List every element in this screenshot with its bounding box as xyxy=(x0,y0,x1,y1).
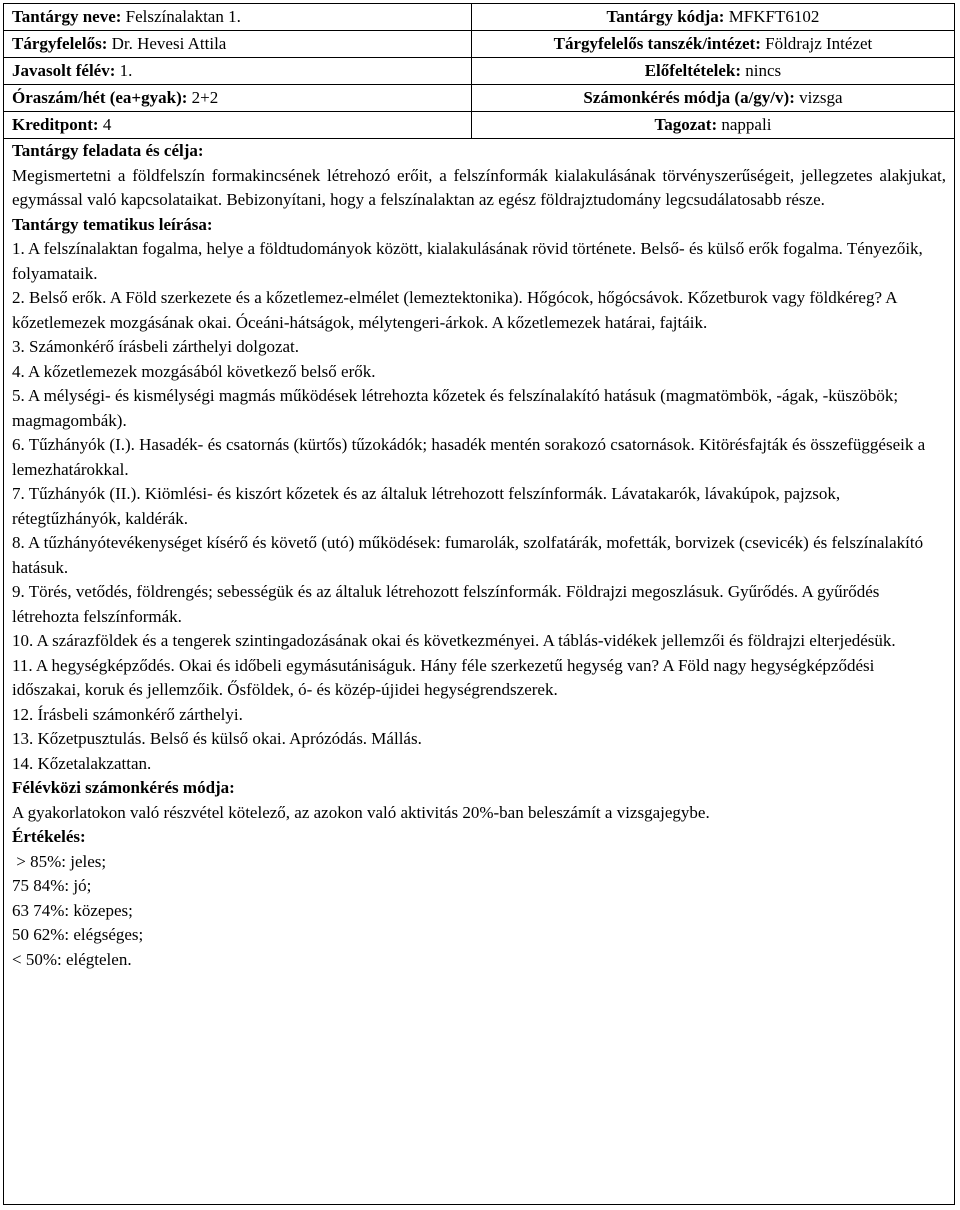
header-row-4 xyxy=(4,85,954,112)
department-cell xyxy=(471,31,954,58)
hours-cell xyxy=(4,85,471,112)
responsible-cell xyxy=(4,31,471,58)
credit-cell xyxy=(4,112,471,139)
exam-type-value: vizsga xyxy=(799,88,843,107)
grading-list xyxy=(12,850,946,973)
topic-item: 12. Írásbeli számonkérő zárthelyi. xyxy=(12,704,243,724)
course-body xyxy=(4,139,954,972)
semester-value: 1. xyxy=(119,61,133,80)
course-header-table xyxy=(4,4,954,139)
topic-item: 1. A felszínalaktan fogalma, helye a földtudományok között, kialakulásának rövid története. Belső- és külső erők fogalma. Tényezőik, folyamataik. xyxy=(12,239,923,283)
prerequisite-value: nincs xyxy=(745,61,782,80)
hours-label: Óraszám/hét (ea+gyak): xyxy=(12,88,188,107)
grade-item: > 85%: jeles; xyxy=(12,851,107,871)
header-row-2 xyxy=(4,31,954,58)
topic-item: 13. Kőzetpusztulás. Belső és külső okai. Aprózódás. Mállás. xyxy=(12,729,422,748)
topic-item: 14. Kőzetalakzattan. xyxy=(12,753,152,773)
department-label: Tárgyfelelős tanszék/intézet: xyxy=(553,34,761,53)
prerequisite-cell xyxy=(471,58,954,85)
course-code-cell xyxy=(471,4,954,31)
header-row-3 xyxy=(4,58,954,85)
track-label: Tagozat: xyxy=(654,115,718,134)
goal-heading: Tantárgy feladata és célja: xyxy=(12,141,204,160)
grading-heading: Értékelés: xyxy=(12,827,86,846)
topic-item: 9. Törés, vetődés, földrengés; sebességük és az általuk létrehozott felszínformák. Földrajzi megoszlásuk. Gyűrődés. A gyűrődés létrehozta felszínformák. xyxy=(12,582,880,626)
topics-list xyxy=(12,237,946,776)
header-row-5 xyxy=(4,112,954,139)
grade-item: 75 84%: jó; xyxy=(12,876,92,895)
header-row-1 xyxy=(4,4,954,31)
topic-item: 3. Számonkérő írásbeli zárthelyi dolgozat. xyxy=(12,337,300,356)
responsible-label: Tárgyfelelős: xyxy=(12,34,108,53)
topics-heading: Tantárgy tematikus leírása: xyxy=(12,214,213,234)
midterm-text: A gyakorlatokon való részvétel kötelező, az azokon való aktivitás 20%-ban beleszámít a vizsgajegybe. xyxy=(12,802,710,822)
grade-item: 63 74%: közepes; xyxy=(12,900,133,920)
hours-value: 2+2 xyxy=(191,88,219,107)
exam-type-label: Számonkérés módja (a/gy/v): xyxy=(583,88,795,107)
course-sheet xyxy=(3,3,955,1205)
course-name-label: Tantárgy neve: xyxy=(12,7,122,26)
topic-item: 8. A tűzhányótevékenységet kísérő és követő (utó) működések: fumarolák, szolfatárák, mofetták, borvizek (csevicék) és felszínalakító hatásuk. xyxy=(12,533,924,577)
track-cell xyxy=(471,112,954,139)
course-name-value: Felszínalaktan 1. xyxy=(125,7,241,26)
semester-cell xyxy=(4,58,471,85)
topic-item: 10. A szárazföldek és a tengerek szintingadozásának okai és következményei. A táblás-vidékek jellemzői és földrajzi elterjedésük. xyxy=(12,631,896,650)
credit-value: 4 xyxy=(102,115,112,134)
track-value: nappali xyxy=(721,115,772,134)
topic-item: 2. Belső erők. A Föld szerkezete és a kőzetlemez-elmélet (lemeztektonika). Hőgócok, hőgócsávok. Kőzetburok vagy földkéreg? A kőzetlemezek mozgásának okai. Óceáni-hátságok, mélytengeri-árkok. A kőzetlemezek határai, fajtáik. xyxy=(12,288,897,332)
topic-item: 5. A mélységi- és kismélységi magmás működések létrehozta kőzetek és felszínalakító hatásuk (magmatömbök, -ágak, -küszöbök; magmagombák). xyxy=(12,386,899,430)
exam-type-cell xyxy=(471,85,954,112)
credit-label: Kreditpont: xyxy=(12,115,99,134)
prerequisite-label: Előfeltételek: xyxy=(644,61,742,80)
midterm-heading: Félévközi számonkérés módja: xyxy=(12,778,235,797)
topic-item: 4. A kőzetlemezek mozgásából következő belső erők. xyxy=(12,361,376,381)
course-code-value: MFKFT6102 xyxy=(728,7,820,26)
topic-item: 11. A hegységképződés. Okai és időbeli egymásutániságuk. Hány féle szerkezetű hegység van? A Föld nagy hegységképződési időszakai, koruk és jellemzőik. Ősföldek, ó- és közép-újidei hegységrendszerek. xyxy=(12,655,875,699)
goal-text: Megismertetni a földfelszín formakincsének létrehozó erőit, a felszínformák kialakulásának törvényszerűségeit, jellegzetes alakjukat, egymással való kapcsolataikat. Bebizonyítani, hogy a felszínalaktan az egész földrajztudomány legcsudálatosabb része. xyxy=(12,165,946,209)
grade-item: 50 62%: elégséges; xyxy=(12,925,144,944)
responsible-value: Dr. Hevesi Attila xyxy=(111,34,227,53)
department-value: Földrajz Intézet xyxy=(765,34,873,53)
semester-label: Javasolt félév: xyxy=(12,61,116,80)
course-name-cell xyxy=(4,4,471,31)
course-code-label: Tantárgy kódja: xyxy=(606,7,725,26)
grade-item: < 50%: elégtelen. xyxy=(12,949,132,969)
topic-item: 7. Tűzhányók (II.). Kiömlési- és kiszórt kőzetek és az általuk létrehozott felszínformák. Lávatakarók, lávakúpok, pajzsok, rétegtűzhányók, kaldérák. xyxy=(12,484,841,528)
topic-item: 6. Tűzhányók (I.). Hasadék- és csatornás (kürtős) tűzokádók; hasadék mentén sorakozó csatornások. Kitörésfajták és összefüggéseik a lemezhatárokkal. xyxy=(12,435,926,479)
